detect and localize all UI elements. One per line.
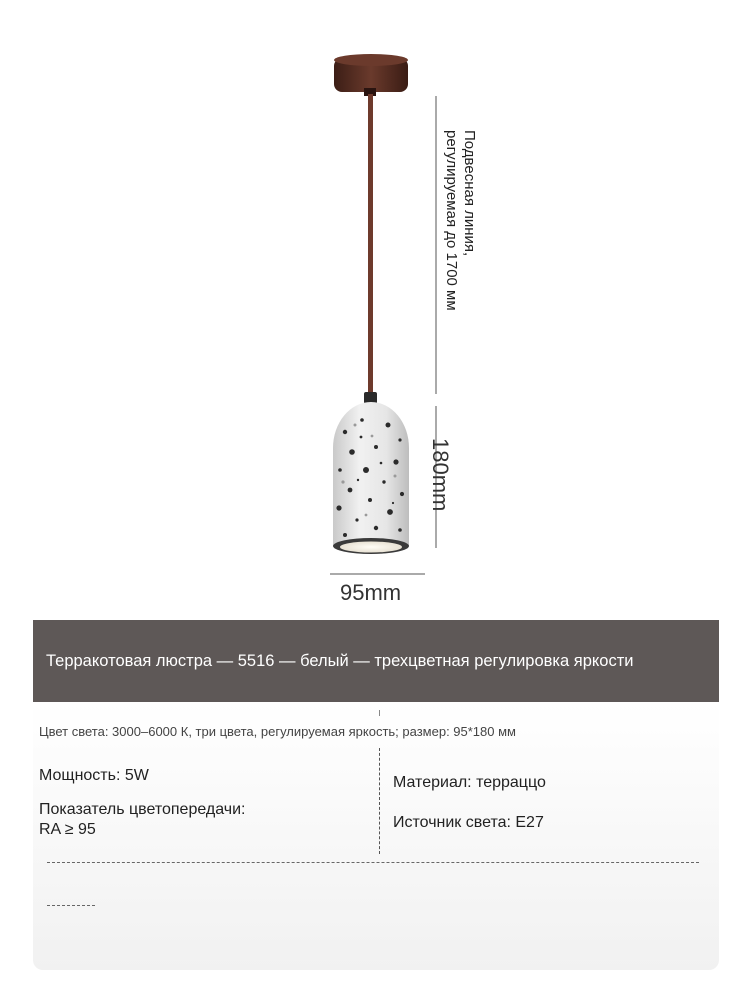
suspension-cord	[368, 94, 373, 394]
cri-spec: Показатель цветопередачи: RA ≥ 95	[39, 801, 246, 838]
product-title-banner	[33, 620, 719, 702]
light-color-spec: Цвет света: 3000–6000 К, три цвета, регулируемая яркость; размер: 95*180 мм	[39, 724, 516, 739]
row-divider	[47, 862, 699, 863]
power-spec: Мощность: 5W	[39, 767, 149, 784]
product-title: Терракотовая люстра — 5516 — белый — трехцветная регулировка яркости	[46, 651, 634, 670]
width-dimension-label: 95mm	[340, 580, 402, 605]
height-dimension-label: 180mm	[428, 438, 453, 512]
cord-length-label: Подвесная линия, регулируемая до 1700 мм	[443, 130, 478, 311]
short-divider	[47, 905, 95, 906]
ceiling-canopy	[334, 54, 408, 96]
light-source-spec: Источник света: E27	[393, 814, 544, 831]
spec-column-right	[393, 774, 546, 854]
column-divider	[379, 748, 380, 854]
spec-panel	[33, 702, 719, 970]
divider-tick	[379, 710, 380, 716]
terrazzo-shade	[333, 402, 409, 554]
material-spec: Материал: терраццо	[393, 774, 546, 791]
spec-column-left	[39, 766, 269, 854]
cord-length-label-box	[430, 130, 480, 340]
